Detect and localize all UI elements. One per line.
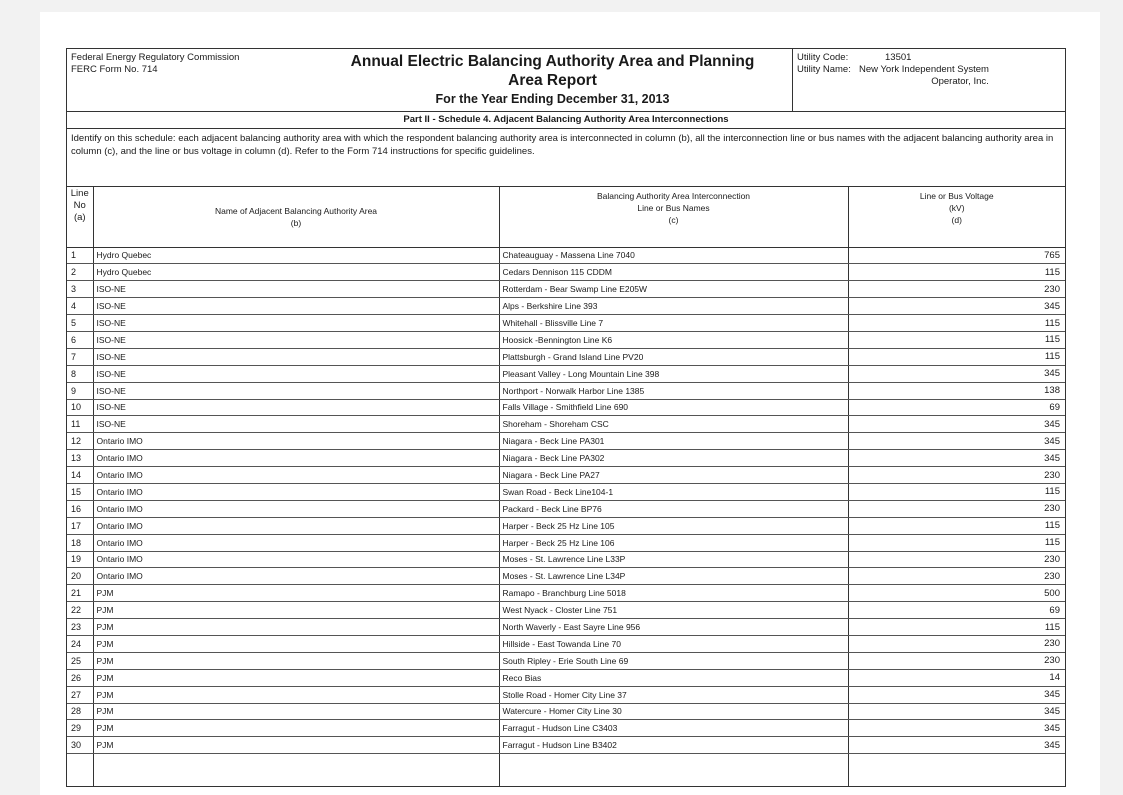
voltage-cell: 115: [848, 534, 1065, 551]
table-row: [67, 652, 1065, 669]
table-row: [67, 331, 1065, 348]
voltage-cell: 230: [848, 500, 1065, 517]
line-name-cell: Watercure - Homer City Line 30: [499, 703, 848, 720]
voltage-cell: 138: [848, 382, 1065, 399]
line-number-cell: 4: [67, 298, 93, 315]
table-row: [67, 500, 1065, 517]
area-name-cell: ISO-NE: [93, 348, 499, 365]
line-name-cell: Chateauguay - Massena Line 7040: [499, 247, 848, 264]
table-row: [67, 619, 1065, 636]
report-year: For the Year Ending December 31, 2013: [435, 92, 670, 106]
line-number-cell: 23: [67, 619, 93, 636]
area-name-cell: Ontario IMO: [93, 483, 499, 500]
voltage-cell: 345: [848, 416, 1065, 433]
line-name-cell: Pleasant Valley - Long Mountain Line 398: [499, 365, 848, 382]
line-number-cell: 17: [67, 517, 93, 534]
line-name-cell: Alps - Berkshire Line 393: [499, 298, 848, 315]
line-number-cell: 16: [67, 500, 93, 517]
voltage-cell: 230: [848, 551, 1065, 568]
line-number-cell: 2: [67, 264, 93, 281]
area-name-cell: PJM: [93, 737, 499, 754]
report-title-line1: Annual Electric Balancing Authority Area and Planning: [350, 53, 755, 70]
line-name-cell: Packard - Beck Line BP76: [499, 500, 848, 517]
utility-name-line2: Operator, Inc.: [931, 76, 989, 87]
line-name-cell: Rotterdam - Bear Swamp Line E205W: [499, 281, 848, 298]
area-name-cell: PJM: [93, 703, 499, 720]
area-name-cell: PJM: [93, 585, 499, 602]
table-row: [67, 365, 1065, 382]
line-number-cell: 3: [67, 281, 93, 298]
area-name-cell: Ontario IMO: [93, 568, 499, 585]
table-row: [67, 551, 1065, 568]
line-number-cell: 19: [67, 551, 93, 568]
line-number-cell: 29: [67, 720, 93, 737]
table-row: [67, 399, 1065, 416]
line-number-cell: 11: [67, 416, 93, 433]
voltage-cell: 345: [848, 433, 1065, 450]
table-row: [67, 315, 1065, 332]
line-name-cell: Stolle Road - Homer City Line 37: [499, 686, 848, 703]
area-name-cell: Hydro Quebec: [93, 247, 499, 264]
area-name-cell: ISO-NE: [93, 315, 499, 332]
voltage-cell: 115: [848, 315, 1065, 332]
line-number-cell: 20: [67, 568, 93, 585]
agency-block: [67, 49, 313, 111]
voltage-cell: 345: [848, 365, 1065, 382]
table-row: [67, 264, 1065, 281]
area-name-cell: PJM: [93, 720, 499, 737]
line-number-cell: 9: [67, 382, 93, 399]
line-name-cell: Hillside - East Towanda Line 70: [499, 635, 848, 652]
table-row: [67, 568, 1065, 585]
area-name-cell: Ontario IMO: [93, 534, 499, 551]
voltage-cell: 115: [848, 348, 1065, 365]
table-row: [67, 247, 1065, 264]
area-name-cell: ISO-NE: [93, 331, 499, 348]
line-number-cell: 15: [67, 483, 93, 500]
voltage-cell: 230: [848, 568, 1065, 585]
area-name-cell: Ontario IMO: [93, 517, 499, 534]
blank-cell: [848, 754, 1065, 786]
line-name-cell: North Waverly - East Sayre Line 956: [499, 619, 848, 636]
table-row: [67, 348, 1065, 365]
voltage-cell: 345: [848, 298, 1065, 315]
table-row: [67, 686, 1065, 703]
table-row: [67, 467, 1065, 484]
table-row: [67, 720, 1065, 737]
voltage-cell: 69: [848, 399, 1065, 416]
line-name-cell: Whitehall - Blissville Line 7: [499, 315, 848, 332]
area-name-cell: PJM: [93, 619, 499, 636]
line-number-cell: 6: [67, 331, 93, 348]
line-number-cell: 5: [67, 315, 93, 332]
area-name-cell: PJM: [93, 686, 499, 703]
line-name-cell: Harper - Beck 25 Hz Line 106: [499, 534, 848, 551]
line-number-cell: 21: [67, 585, 93, 602]
area-name-cell: Ontario IMO: [93, 500, 499, 517]
line-number-cell: 30: [67, 737, 93, 754]
voltage-cell: 230: [848, 652, 1065, 669]
utility-code-label: Utility Code:: [797, 52, 849, 63]
voltage-cell: 69: [848, 602, 1065, 619]
line-number-cell: 27: [67, 686, 93, 703]
line-number-cell: 14: [67, 467, 93, 484]
line-number-cell: 1: [67, 247, 93, 264]
line-name-cell: Ramapo - Branchburg Line 5018: [499, 585, 848, 602]
utility-name-line1: New York Independent System: [859, 64, 989, 75]
form-number: FERC Form No. 714: [71, 64, 158, 75]
voltage-cell: 230: [848, 281, 1065, 298]
table-row: [67, 585, 1065, 602]
voltage-cell: 345: [848, 450, 1065, 467]
table-row: [67, 450, 1065, 467]
table-row: [67, 669, 1065, 686]
table-row: [67, 483, 1065, 500]
column-header-area-name: Name of Adjacent Balancing Authority Area (b): [93, 187, 499, 247]
line-number-cell: 13: [67, 450, 93, 467]
area-name-cell: PJM: [93, 635, 499, 652]
area-name-cell: PJM: [93, 669, 499, 686]
document-page: [40, 12, 1100, 795]
voltage-cell: 765: [848, 247, 1065, 264]
table-body: [67, 247, 1065, 786]
column-header-line-names: Balancing Authority Area Interconnection Line or Bus Names (c): [499, 187, 848, 247]
blank-cell: [93, 754, 499, 786]
area-name-cell: Ontario IMO: [93, 433, 499, 450]
table-row: [67, 517, 1065, 534]
form-header: [67, 49, 1065, 112]
blank-cell: [499, 754, 848, 786]
line-name-cell: Northport - Norwalk Harbor Line 1385: [499, 382, 848, 399]
area-name-cell: PJM: [93, 652, 499, 669]
line-number-cell: 18: [67, 534, 93, 551]
line-name-cell: Moses - St. Lawrence Line L33P: [499, 551, 848, 568]
title-block: [313, 49, 792, 111]
voltage-cell: 345: [848, 686, 1065, 703]
area-name-cell: ISO-NE: [93, 365, 499, 382]
column-header-line-no: Line No (a): [67, 187, 93, 247]
line-name-cell: South Ripley - Erie South Line 69: [499, 652, 848, 669]
voltage-cell: 230: [848, 467, 1065, 484]
table-row: [67, 602, 1065, 619]
line-number-cell: 7: [67, 348, 93, 365]
line-number-cell: 22: [67, 602, 93, 619]
line-name-cell: Shoreham - Shoreham CSC: [499, 416, 848, 433]
voltage-cell: 500: [848, 585, 1065, 602]
area-name-cell: ISO-NE: [93, 416, 499, 433]
agency-name: Federal Energy Regulatory Commission: [71, 52, 240, 63]
line-name-cell: Hoosick -Bennington Line K6: [499, 331, 848, 348]
table-row: [67, 298, 1065, 315]
area-name-cell: Ontario IMO: [93, 467, 499, 484]
line-number-cell: 26: [67, 669, 93, 686]
blank-cell: [67, 754, 93, 786]
utility-name-label: Utility Name:: [797, 64, 851, 75]
utility-block: [792, 49, 1065, 111]
line-number-cell: 25: [67, 652, 93, 669]
part-title: Part II - Schedule 4. Adjacent Balancing Authority Area Interconnections: [67, 112, 1065, 129]
line-name-cell: Moses - St. Lawrence Line L34P: [499, 568, 848, 585]
table-row: [67, 534, 1065, 551]
voltage-cell: 115: [848, 517, 1065, 534]
line-name-cell: Swan Road - Beck Line104-1: [499, 483, 848, 500]
area-name-cell: ISO-NE: [93, 382, 499, 399]
line-number-cell: 28: [67, 703, 93, 720]
area-name-cell: PJM: [93, 602, 499, 619]
voltage-cell: 14: [848, 669, 1065, 686]
area-name-cell: Ontario IMO: [93, 551, 499, 568]
table-row: [67, 281, 1065, 298]
voltage-cell: 345: [848, 737, 1065, 754]
line-name-cell: Farragut - Hudson Line C3403: [499, 720, 848, 737]
line-name-cell: Harper - Beck 25 Hz Line 105: [499, 517, 848, 534]
line-name-cell: Niagara - Beck Line PA302: [499, 450, 848, 467]
table-row: [67, 635, 1065, 652]
interconnections-table: [67, 187, 1065, 786]
line-name-cell: West Nyack - Closter Line 751: [499, 602, 848, 619]
voltage-cell: 230: [848, 635, 1065, 652]
line-name-cell: Reco Bias: [499, 669, 848, 686]
line-name-cell: Plattsburgh - Grand Island Line PV20: [499, 348, 848, 365]
blank-row: [67, 754, 1065, 786]
table-row: [67, 703, 1065, 720]
line-name-cell: Falls Village - Smithfield Line 690: [499, 399, 848, 416]
table-row: [67, 433, 1065, 450]
voltage-cell: 115: [848, 264, 1065, 281]
voltage-cell: 115: [848, 619, 1065, 636]
line-name-cell: Cedars Dennison 115 CDDM: [499, 264, 848, 281]
area-name-cell: ISO-NE: [93, 281, 499, 298]
instructions: Identify on this schedule: each adjacent balancing authority area with which the respondent balancing authority area is interconnected in column (b), all the interconnection line or bus names with the adjacent balancing authority area in column (c), and the line or bus voltage in column (d). Refer to the Form 714 instructions for specific guidelines.: [67, 129, 1065, 187]
line-name-cell: Niagara - Beck Line PA301: [499, 433, 848, 450]
voltage-cell: 345: [848, 703, 1065, 720]
utility-code-value: 13501: [885, 52, 912, 63]
area-name-cell: Hydro Quebec: [93, 264, 499, 281]
line-number-cell: 8: [67, 365, 93, 382]
area-name-cell: Ontario IMO: [93, 450, 499, 467]
report-title-line2: Area Report: [508, 72, 597, 89]
area-name-cell: ISO-NE: [93, 399, 499, 416]
line-number-cell: 24: [67, 635, 93, 652]
ferc-form: [66, 48, 1066, 787]
table-row: [67, 416, 1065, 433]
line-number-cell: 10: [67, 399, 93, 416]
table-row: [67, 737, 1065, 754]
voltage-cell: 115: [848, 483, 1065, 500]
line-number-cell: 12: [67, 433, 93, 450]
line-name-cell: Niagara - Beck Line PA27: [499, 467, 848, 484]
area-name-cell: ISO-NE: [93, 298, 499, 315]
voltage-cell: 115: [848, 331, 1065, 348]
table-row: [67, 382, 1065, 399]
voltage-cell: 345: [848, 720, 1065, 737]
column-header-voltage: Line or Bus Voltage (kV) (d): [848, 187, 1065, 247]
line-name-cell: Farragut - Hudson Line B3402: [499, 737, 848, 754]
